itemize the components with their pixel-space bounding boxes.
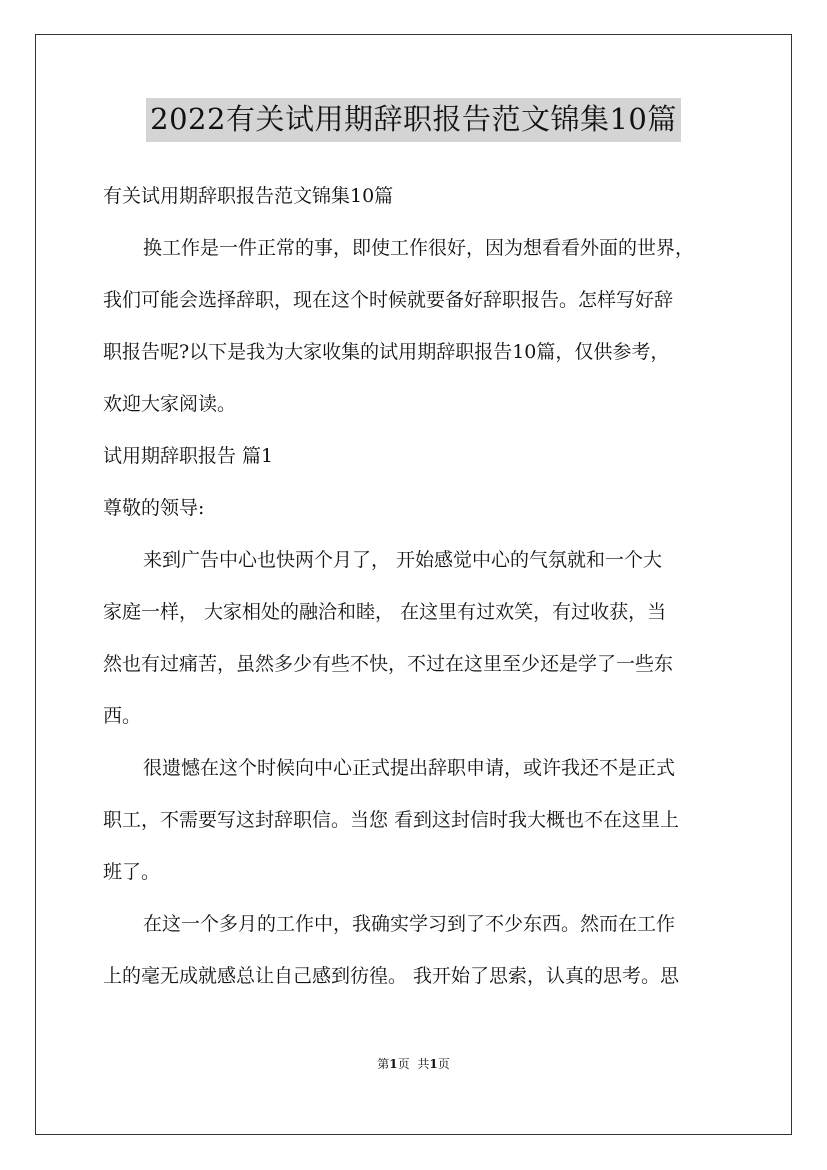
body-line: 班了。: [103, 861, 161, 883]
page-number: 1: [389, 1057, 398, 1071]
total-pages: 1: [429, 1057, 438, 1071]
document-body: [103, 170, 729, 1002]
body-line: 欢迎大家阅读。: [103, 393, 237, 415]
section-heading: 试用期辞职报告 篇1: [103, 445, 274, 467]
body-line: 然也有过痛苦，虽然多少有些不快，不过在这里至少还是学了一些东: [103, 653, 674, 675]
body-line: 职报告呢?以下是我为大家收集的试用期辞职报告10篇，仅供参考，: [103, 341, 670, 363]
total-prefix: 共: [417, 1057, 430, 1071]
page-suffix: 页: [397, 1057, 410, 1071]
body-line: 来到广告中心也快两个月了， 开始感觉中心的气氛就和一个大: [143, 549, 663, 571]
salutation: 尊敬的领导:: [103, 497, 205, 519]
body-line: 我们可能会选择辞职，现在这个时候就要备好辞职报告。怎样写好辞: [103, 289, 674, 311]
body-line: 有关试用期辞职报告范文锦集10篇: [103, 185, 394, 207]
body-line: 很遗憾在这个时候向中心正式提出辞职申请，或许我还不是正式: [143, 757, 676, 779]
total-suffix: 页: [437, 1057, 450, 1071]
body-line: 职工，不需要写这封辞职信。当您 看到这封信时我大概也不在这里上: [103, 809, 680, 831]
body-line: 在这一个多月的工作中，我确实学习到了不少东西。然而在工作: [143, 913, 676, 935]
body-line: 西。: [103, 705, 142, 727]
document-title: 2022有关试用期辞职报告范文锦集10篇: [146, 98, 681, 142]
body-line: 家庭一样， 大家相处的融洽和睦， 在这里有过欢笑，有过收获，当: [103, 601, 667, 623]
body-line: 上的毫无成就感总让自己感到彷徨。 我开始了思索，认真的思考。思: [103, 965, 680, 987]
page-footer: [0, 1056, 827, 1072]
title-container: [0, 98, 827, 142]
body-line: 换工作是一件正常的事，即使工作很好，因为想看看外面的世界，: [143, 237, 695, 259]
page-prefix: 第: [377, 1057, 390, 1071]
